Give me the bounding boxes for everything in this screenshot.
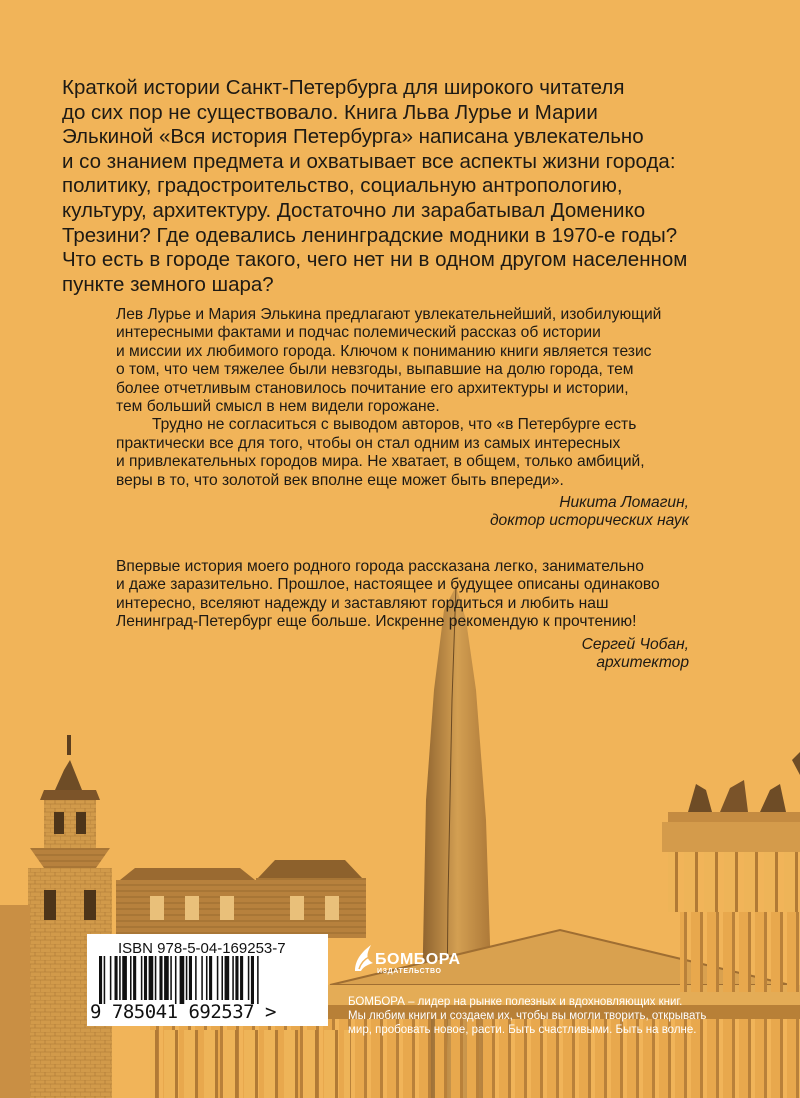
quote1-line: и привлекательных городов мира. Не хватает, в общем, только амбиций,	[116, 453, 645, 471]
quote1-author-name: Никита Ломагин,	[559, 494, 689, 511]
intro-line: пункте земного шара?	[62, 272, 274, 296]
quote1-line: тем больший смысл в нем видели горожане.	[116, 398, 440, 415]
intro-line: политику, градостроительство, социальную антропологию,	[62, 174, 623, 198]
quote1-line: практически все для того, чтобы он стал одним из самых интересных	[116, 434, 621, 452]
publisher-blurb-line: мир, пробовать новое, расти. Быть счастливыми. Быть на волне.	[348, 1024, 697, 1036]
publisher-blurb-line: Мы любим книги и создаем их, чтобы вы могли творить, открывать	[348, 1010, 707, 1022]
intro-line: и со знанием предмета и охватывает все аспекты жизни города:	[62, 149, 676, 173]
isbn-label: ISBN 978-5-04-169253-7	[118, 940, 286, 957]
quote2-line: интересно, вселяют надежду и заставляют гордиться и любить наш	[116, 594, 609, 612]
quote1-line: Лев Лурье и Мария Элькина предлагают увлекательнейший, изобилующий	[116, 306, 662, 323]
quote1-line: интересными фактами и подчас полемический рассказ об истории	[116, 324, 601, 342]
quote2-author-name: Сергей Чобан,	[581, 636, 689, 653]
right-classical-building	[662, 752, 800, 992]
quote2-author-title: архитектор	[596, 654, 689, 672]
quote1-line: веры в то, что золотой век вполне еще может быть впереди».	[116, 471, 564, 489]
quote1-line: более отчетливым становилось почитание его архитектуры и истории,	[116, 379, 629, 397]
intro-line: Краткой истории Санкт-Петербурга для широкого читателя	[62, 76, 625, 99]
publisher-blurb-line: БОМБОРА – лидер на рынке полезных и вдохновляющих книг.	[348, 996, 683, 1008]
quote2-line: и даже заразительно. Прошлое, настоящее и будущее описаны одинаково	[116, 576, 660, 594]
intro-line: культуру, архитектуру. Достаточно ли зарабатывал Доменико	[62, 199, 646, 222]
quote2-line: Ленинград-Петербург еще больше. Искренне рекомендую к прочтению!	[116, 613, 637, 631]
publisher-name: БОМБОРА	[375, 951, 461, 968]
quote2-line: Впервые история моего родного города рассказана легко, занимательно	[116, 558, 644, 575]
intro-line: до сих пор не существовало. Книга Льва Лурье и Марии	[62, 100, 598, 124]
publisher-subtitle: ИЗДАТЕЛЬСТВО	[377, 968, 442, 975]
quote1-author-title: доктор исторических наук	[489, 512, 689, 530]
mansard-building	[116, 860, 366, 938]
intro-line: Что есть в городе такого, чего нет ни в одном другом населенном	[62, 248, 688, 272]
quote1-line: и миссии их любимого города. Ключом к пониманию книги является тезис	[116, 342, 652, 360]
barcode-digits: 9 785041 692537 >	[90, 1001, 276, 1023]
intro-line: Трезини? Где одевались ленинградские модники в 1970-е годы?	[62, 223, 678, 247]
left-tower	[0, 735, 112, 1098]
quote1-line: Трудно не согласиться с выводом авторов, что «в Петербурге есть	[152, 416, 637, 434]
intro-line: Элькиной «Вся история Петербурга» написана увлекательно	[62, 125, 644, 149]
quote1-line: о том, что чем тяжелее были невзгоды, выпавшие на долю города, тем	[116, 361, 634, 379]
bombora-wave-icon	[353, 941, 375, 973]
